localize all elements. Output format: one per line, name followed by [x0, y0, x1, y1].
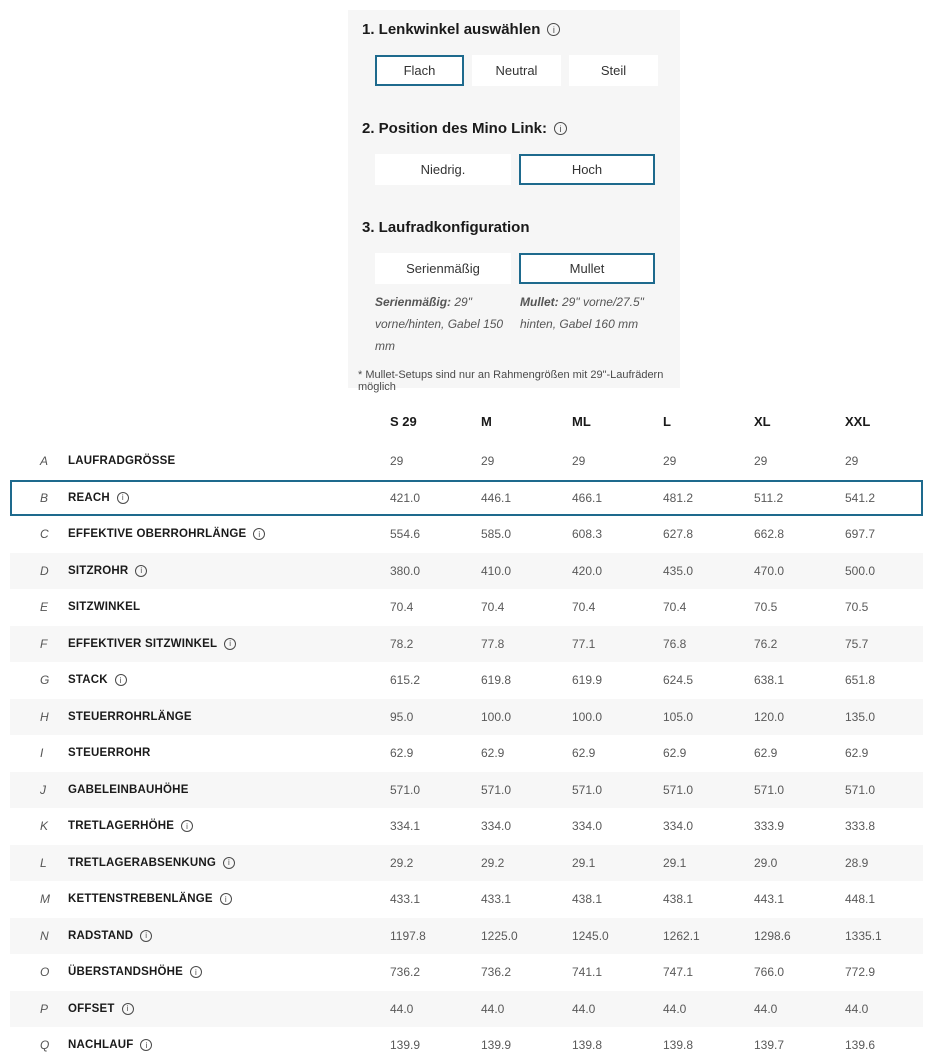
cell-value: 571.0 — [754, 782, 785, 797]
section-title-text: 1. Lenkwinkel auswählen — [362, 21, 541, 38]
row-letter: Q — [40, 1038, 50, 1053]
info-icon[interactable]: i — [224, 638, 236, 650]
cell-value: 29 — [663, 454, 677, 469]
row-label — [68, 711, 390, 723]
description-lead: Serienmäßig: — [375, 295, 452, 309]
cell-value: 435.0 — [663, 563, 694, 578]
cell-value: 62.9 — [663, 746, 687, 761]
row-label-text: TRETLAGERHÖHE — [68, 820, 175, 833]
info-icon[interactable]: i — [253, 528, 265, 540]
cell-value: 438.1 — [663, 892, 694, 907]
row-label — [68, 857, 390, 869]
cell-value: 100.0 — [572, 709, 603, 724]
cell-value: 29 — [390, 454, 404, 469]
info-icon[interactable]: i — [223, 857, 235, 869]
cell-value: 511.2 — [754, 490, 784, 505]
info-icon[interactable]: i — [122, 1003, 134, 1015]
row-label — [68, 747, 390, 759]
cell-value: 443.1 — [754, 892, 785, 907]
row-label-text: TRETLAGERABSENKUNG — [68, 856, 216, 869]
cell-value: 70.4 — [481, 600, 505, 615]
cell-value: 420.0 — [572, 563, 603, 578]
row-label — [68, 893, 390, 905]
cell-value: 29.1 — [663, 855, 687, 870]
row-letter: D — [40, 563, 49, 578]
cell-value: 571.0 — [663, 782, 694, 797]
cell-value: 662.8 — [754, 527, 785, 542]
cell-value: 571.0 — [481, 782, 512, 797]
option-button-flach[interactable]: Flach — [375, 55, 464, 86]
row-label — [68, 601, 390, 613]
cell-value: 78.2 — [390, 636, 414, 651]
row-label-text: EFFEKTIVER SITZWINKEL — [68, 637, 218, 650]
row-letter: L — [40, 855, 47, 870]
section-title-text: 2. Position des Mino Link: — [362, 120, 548, 137]
cell-value: 139.9 — [481, 1038, 512, 1053]
table-header — [10, 399, 923, 443]
description-mullet — [520, 291, 656, 357]
column-header-xxl: XXL — [845, 413, 871, 429]
cell-value: 139.8 — [572, 1038, 603, 1053]
cell-value: 766.0 — [754, 965, 785, 980]
option-button-neutral[interactable]: Neutral — [472, 55, 561, 86]
table-row[interactable] — [10, 954, 923, 991]
option-button-serienmaessig[interactable]: Serienmäßig — [375, 253, 511, 284]
cell-value: 29 — [754, 454, 768, 469]
cell-value: 29 — [572, 454, 586, 469]
row-label — [68, 492, 390, 504]
cell-value: 29 — [481, 454, 495, 469]
info-icon[interactable]: i — [140, 930, 152, 942]
cell-value: 62.9 — [845, 746, 869, 761]
cell-value: 1225.0 — [481, 928, 518, 943]
table-row[interactable] — [10, 1027, 923, 1064]
cell-value: 1245.0 — [572, 928, 609, 943]
cell-value: 139.9 — [390, 1038, 421, 1053]
mino-link-options — [375, 154, 666, 185]
column-header-xl: XL — [754, 413, 771, 429]
table-row[interactable] — [10, 918, 923, 955]
cell-value: 44.0 — [481, 1001, 505, 1016]
table-row[interactable] — [10, 589, 923, 626]
cell-value: 44.0 — [754, 1001, 778, 1016]
cell-value: 62.9 — [390, 746, 414, 761]
section-title-laufradkonfiguration — [362, 219, 666, 236]
cell-value: 470.0 — [754, 563, 785, 578]
cell-value: 481.2 — [663, 490, 694, 505]
table-row[interactable] — [10, 845, 923, 882]
row-label — [68, 820, 390, 832]
row-letter: K — [40, 819, 49, 834]
cell-value: 741.1 — [572, 965, 603, 980]
option-button-hoch[interactable]: Hoch — [519, 154, 655, 185]
row-letter: A — [40, 454, 49, 469]
cell-value: 29.2 — [390, 855, 414, 870]
cell-value: 466.1 — [572, 490, 603, 505]
row-letter: G — [40, 673, 50, 688]
info-icon[interactable]: i — [115, 674, 127, 686]
cell-value: 135.0 — [845, 709, 876, 724]
cell-value: 334.0 — [572, 819, 603, 834]
cell-value: 100.0 — [481, 709, 512, 724]
cell-value: 70.4 — [572, 600, 596, 615]
description-lead: Mullet: — [520, 295, 559, 309]
row-label-text: KETTENSTREBENLÄNGE — [68, 893, 213, 906]
info-icon[interactable]: i — [117, 492, 129, 504]
cell-value: 334.0 — [481, 819, 512, 834]
row-letter: C — [40, 527, 49, 542]
section-title-mino-link — [362, 120, 666, 137]
cell-value: 571.0 — [845, 782, 876, 797]
cell-value: 1197.8 — [390, 928, 426, 943]
row-label — [68, 1003, 390, 1015]
cell-value: 736.2 — [481, 965, 512, 980]
cell-value: 380.0 — [390, 563, 421, 578]
cell-value: 585.0 — [481, 527, 512, 542]
row-label-text: SITZWINKEL — [68, 601, 141, 614]
description-text: 29" vorne/27.5" hinten, Gabel 160 mm — [520, 295, 644, 331]
cell-value: 29 — [845, 454, 859, 469]
info-icon[interactable]: i — [140, 1039, 152, 1051]
row-label-text: ÜBERSTANDSHÖHE — [68, 966, 184, 979]
cell-value: 334.1 — [390, 819, 421, 834]
cell-value: 448.1 — [845, 892, 876, 907]
cell-value: 438.1 — [572, 892, 603, 907]
cell-value: 627.8 — [663, 527, 694, 542]
row-label-text: STEUERROHR — [68, 747, 151, 760]
info-icon[interactable]: i — [181, 820, 193, 832]
table-row[interactable] — [10, 881, 923, 918]
cell-value: 70.4 — [390, 600, 414, 615]
cell-value: 105.0 — [663, 709, 694, 724]
column-header-s29: S 29 — [390, 413, 417, 429]
cell-value: 95.0 — [390, 709, 414, 724]
cell-value: 76.8 — [663, 636, 687, 651]
cell-value: 120.0 — [754, 709, 785, 724]
cell-value: 615.2 — [390, 673, 421, 688]
cell-value: 76.2 — [754, 636, 778, 651]
cell-value: 651.8 — [845, 673, 876, 688]
footnote: * Mullet-Setups sind nur an Rahmengrößen mit 29"-Laufrädern möglich — [358, 369, 664, 393]
cell-value: 747.1 — [663, 965, 694, 980]
cell-value: 29.1 — [572, 855, 596, 870]
info-icon[interactable]: i — [547, 23, 560, 36]
row-label — [68, 1039, 390, 1051]
cell-value: 1262.1 — [663, 928, 700, 943]
column-header-m: M — [481, 413, 492, 429]
row-letter: H — [40, 709, 49, 724]
table-row[interactable] — [10, 553, 923, 590]
row-label — [68, 528, 390, 540]
lenkwinkel-options — [375, 55, 666, 86]
configurator-panel — [348, 10, 680, 393]
row-label-text: STACK — [68, 674, 108, 687]
table-row[interactable] — [10, 699, 923, 736]
cell-value: 619.9 — [572, 673, 603, 688]
row-label — [68, 930, 390, 942]
laufrad-options — [375, 253, 666, 284]
table-row[interactable] — [10, 808, 923, 845]
info-icon[interactable]: i — [554, 122, 567, 135]
cell-value: 624.5 — [663, 673, 694, 688]
cell-value: 77.8 — [481, 636, 505, 651]
cell-value: 541.2 — [845, 490, 876, 505]
row-letter: F — [40, 636, 48, 651]
section-title-lenkwinkel — [362, 21, 666, 38]
cell-value: 28.9 — [845, 855, 869, 870]
geometry-table — [10, 399, 923, 1064]
row-letter: P — [40, 1001, 49, 1016]
row-letter: E — [40, 600, 49, 615]
cell-value: 446.1 — [481, 490, 512, 505]
row-label-text: LAUFRADGRÖSSE — [68, 455, 176, 468]
row-letter: O — [40, 965, 50, 980]
cell-value: 433.1 — [481, 892, 512, 907]
cell-value: 29.2 — [481, 855, 505, 870]
cell-value: 772.9 — [845, 965, 876, 980]
row-letter: N — [40, 928, 49, 943]
option-button-mullet[interactable]: Mullet — [519, 253, 655, 284]
column-header-ml: ML — [572, 413, 591, 429]
table-row[interactable] — [10, 735, 923, 772]
cell-value: 77.1 — [572, 636, 596, 651]
row-label-text: REACH — [68, 491, 110, 504]
table-row[interactable] — [10, 626, 923, 663]
row-label-text: SITZROHR — [68, 564, 129, 577]
cell-value: 619.8 — [481, 673, 512, 688]
column-header-l: L — [663, 413, 671, 429]
table-row[interactable] — [10, 516, 923, 553]
info-icon[interactable]: i — [190, 966, 202, 978]
cell-value: 554.6 — [390, 527, 421, 542]
row-label — [68, 565, 390, 577]
row-label-text: GABELEINBAUHÖHE — [68, 783, 189, 796]
option-descriptions — [375, 291, 666, 357]
row-letter: B — [40, 490, 49, 505]
table-row[interactable] — [10, 480, 923, 517]
cell-value: 410.0 — [481, 563, 512, 578]
table-row[interactable] — [10, 443, 923, 480]
cell-value: 1335.1 — [845, 928, 882, 943]
cell-value: 333.8 — [845, 819, 876, 834]
description-text: 29" vorne/hinten, Gabel 150 mm — [375, 295, 504, 353]
cell-value: 139.7 — [754, 1038, 785, 1053]
table-row[interactable] — [10, 772, 923, 809]
section-title-text: 3. Laufradkonfiguration — [362, 219, 530, 236]
row-letter: M — [40, 892, 50, 907]
cell-value: 736.2 — [390, 965, 421, 980]
cell-value: 62.9 — [572, 746, 596, 761]
cell-value: 70.4 — [663, 600, 687, 615]
cell-value: 571.0 — [572, 782, 603, 797]
geometry-table-body — [10, 443, 923, 1064]
row-label-text: RADSTAND — [68, 929, 134, 942]
row-label — [68, 638, 390, 650]
row-label-text: STEUERROHRLÄNGE — [68, 710, 192, 723]
cell-value: 70.5 — [754, 600, 778, 615]
cell-value: 29.0 — [754, 855, 778, 870]
info-icon[interactable]: i — [220, 893, 232, 905]
table-row[interactable] — [10, 662, 923, 699]
cell-value: 44.0 — [390, 1001, 414, 1016]
row-letter: I — [40, 746, 44, 761]
option-button-niedrig[interactable]: Niedrig. — [375, 154, 511, 185]
row-letter: J — [40, 782, 46, 797]
cell-value: 62.9 — [481, 746, 505, 761]
cell-value: 334.0 — [663, 819, 694, 834]
cell-value: 1298.6 — [754, 928, 791, 943]
cell-value: 571.0 — [390, 782, 421, 797]
row-label — [68, 674, 390, 686]
row-label — [68, 784, 390, 796]
info-icon[interactable]: i — [135, 565, 147, 577]
cell-value: 500.0 — [845, 563, 876, 578]
cell-value: 44.0 — [663, 1001, 687, 1016]
table-row[interactable] — [10, 991, 923, 1028]
cell-value: 70.5 — [845, 600, 869, 615]
cell-value: 139.6 — [845, 1038, 876, 1053]
row-label-text: OFFSET — [68, 1002, 115, 1015]
description-serienmaessig — [375, 291, 511, 357]
row-label-text: EFFEKTIVE OBERROHRLÄNGE — [68, 528, 247, 541]
cell-value: 75.7 — [845, 636, 869, 651]
cell-value: 333.9 — [754, 819, 785, 834]
cell-value: 421.0 — [390, 490, 421, 505]
cell-value: 62.9 — [754, 746, 778, 761]
cell-value: 44.0 — [572, 1001, 596, 1016]
cell-value: 139.8 — [663, 1038, 694, 1053]
cell-value: 638.1 — [754, 673, 785, 688]
cell-value: 44.0 — [845, 1001, 869, 1016]
cell-value: 608.3 — [572, 527, 603, 542]
option-button-steil[interactable]: Steil — [569, 55, 658, 86]
row-label — [68, 455, 390, 467]
cell-value: 697.7 — [845, 527, 876, 542]
row-label — [68, 966, 390, 978]
row-label-text: NACHLAUF — [68, 1039, 134, 1052]
cell-value: 433.1 — [390, 892, 421, 907]
